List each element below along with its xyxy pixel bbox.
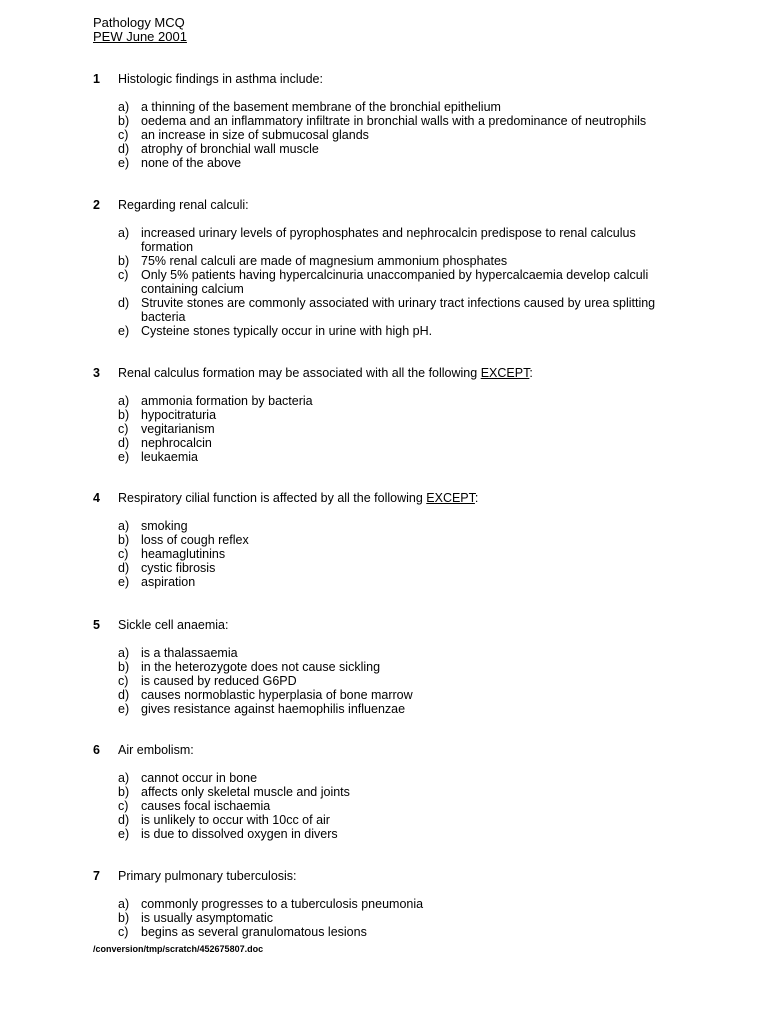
question-number: 3 [93, 366, 100, 380]
option-d: d) cystic fibrosis [118, 561, 216, 575]
question-number: 1 [93, 72, 100, 86]
option-c: c) begins as several granulomatous lesions [118, 925, 367, 939]
option-a: a) a thinning of the basement membrane of the bronchial epithelium [118, 100, 501, 114]
option-b: b) in the heterozygote does not cause sickling [118, 660, 381, 674]
question-stem: Renal calculus formation may be associated with all the following EXCEPT: [118, 366, 533, 380]
option-e: e) none of the above [118, 156, 242, 170]
document-subtitle: PEW June 2001 [93, 29, 187, 44]
question-number: 4 [93, 491, 100, 505]
question-stem: Air embolism: [118, 743, 194, 757]
option-b: b) is usually asymptomatic [118, 911, 273, 925]
document-header [93, 16, 187, 44]
option-c: c) vegitarianism [118, 422, 215, 436]
option-a: a) ammonia formation by bacteria [118, 394, 313, 408]
document-title: Pathology MCQ [93, 15, 185, 30]
except-emphasis: EXCEPT [426, 491, 475, 505]
question-number: 2 [93, 198, 100, 212]
option-list [118, 771, 688, 841]
option-c: c) is caused by reduced G6PD [118, 674, 297, 688]
option-list [118, 897, 688, 939]
option-list [118, 646, 688, 716]
option-d: d) nephrocalcin [118, 436, 212, 450]
question-stem: Sickle cell anaemia: [118, 618, 229, 632]
option-a: a) smoking [118, 519, 188, 533]
except-emphasis: EXCEPT [480, 366, 530, 380]
option-b: b) loss of cough reflex [118, 533, 249, 547]
option-list [118, 394, 688, 464]
option-e: e) Cysteine stones typically occur in urine with high pH. [118, 324, 433, 338]
option-d: d) is unlikely to occur with 10cc of air [118, 813, 330, 827]
option-d: d) atrophy of bronchial wall muscle [118, 142, 319, 156]
option-b: b) 75% renal calculi are made of magnesium ammonium phosphates [118, 254, 508, 268]
option-e: e) is due to dissolved oxygen in divers [118, 827, 338, 841]
footer-file-path: /conversion/tmp/scratch/452675807.doc [93, 944, 264, 954]
option-a: a) increased urinary levels of pyrophosphates and nephrocalcin predispose to renal calculus formation [118, 226, 636, 254]
question-number: 6 [93, 743, 100, 757]
option-c: c) causes focal ischaemia [118, 799, 271, 813]
option-b: b) hypocitraturia [118, 408, 217, 422]
option-c: c) heamaglutinins [118, 547, 226, 561]
option-a: a) is a thalassaemia [118, 646, 238, 660]
option-list [118, 100, 688, 170]
option-a: a) commonly progresses to a tuberculosis pneumonia [118, 897, 424, 911]
option-list [118, 226, 688, 338]
question-number: 7 [93, 869, 100, 883]
option-e: e) aspiration [118, 575, 196, 589]
option-d: d) causes normoblastic hyperplasia of bone marrow [118, 688, 413, 702]
question-stem: Respiratory cilial function is affected by all the following EXCEPT: [118, 491, 479, 505]
question-number: 5 [93, 618, 100, 632]
option-e: e) leukaemia [118, 450, 198, 464]
option-b: b) affects only skeletal muscle and joints [118, 785, 350, 799]
option-d: d) Struvite stones are commonly associated with urinary tract infections caused by urea splitting bacteria [118, 296, 656, 324]
option-b: b) oedema and an inflammatory infiltrate in bronchial walls with a predominance of neutrophils [118, 114, 647, 128]
question-stem: Histologic findings in asthma include: [118, 72, 323, 86]
question-stem: Primary pulmonary tuberculosis: [118, 869, 297, 883]
option-c: c) Only 5% patients having hypercalcinuria unaccompanied by hypercalcaemia develop calculi containing calcium [118, 268, 649, 296]
option-c: c) an increase in size of submucosal glands [118, 128, 369, 142]
option-a: a) cannot occur in bone [118, 771, 258, 785]
question-stem: Regarding renal calculi: [118, 198, 249, 212]
option-list [118, 519, 688, 589]
option-e: e) gives resistance against haemophilis influenzae [118, 702, 406, 716]
